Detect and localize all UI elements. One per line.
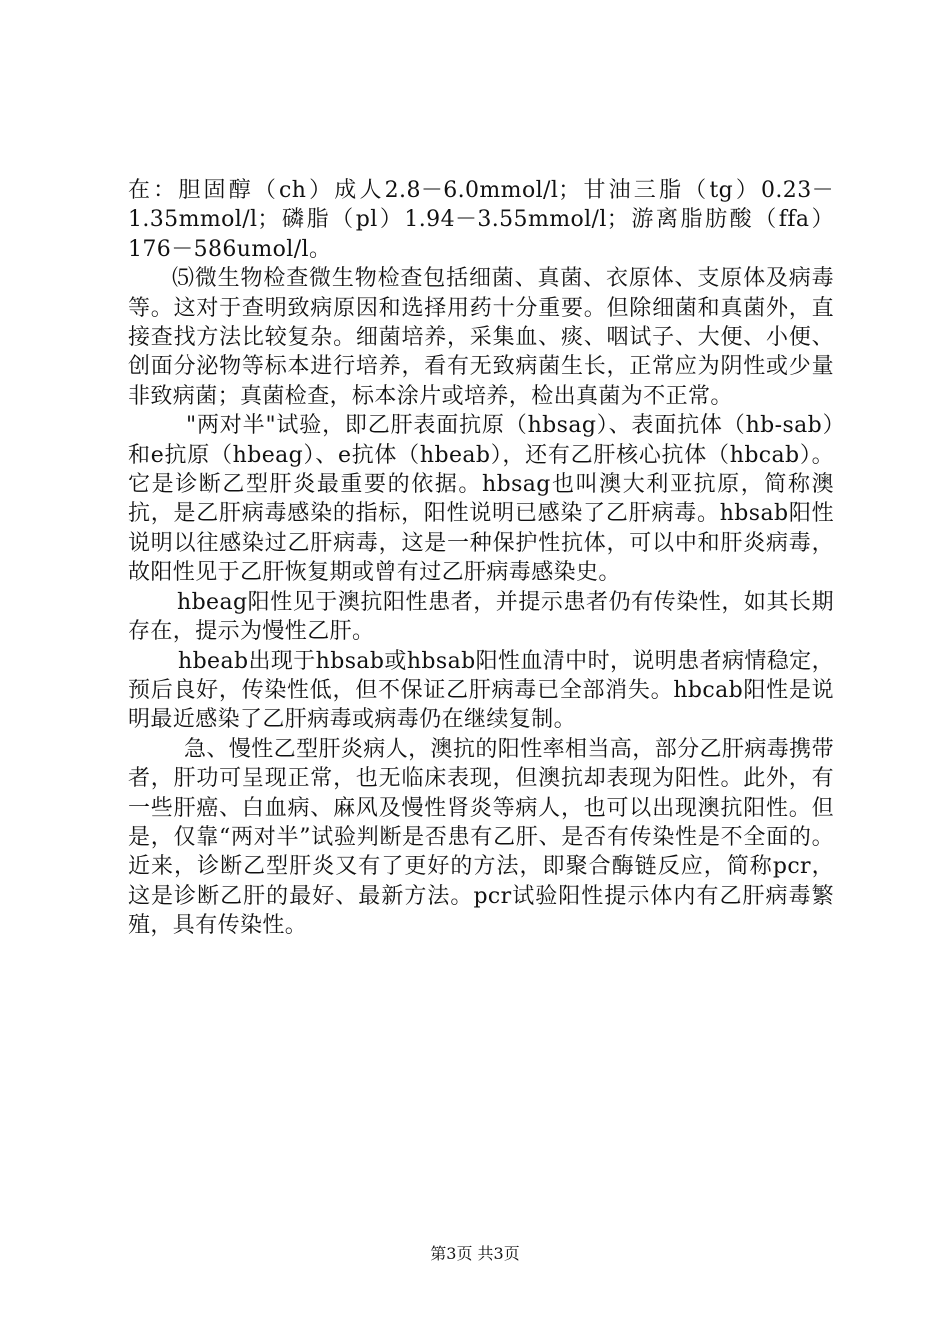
paragraph-hepatitis-b-markers: "两对半"试验，即乙肝表面抗原（hbsag）、表面抗体（hb-sab）和e抗原（hbeag）、e抗体（hbeab），还有乙肝核心抗体（hbcab）。它是诊断乙型肝炎最重要的依据。hbsag也叫澳大利亚抗原，简称澳抗，是乙肝病毒感染的指标，阳性说明已感染了乙肝病毒。hbsab阳性说明以往感染过乙肝病毒，这是一种保护性抗体，可以中和肝炎病毒，故阳性见于乙肝恢复期或曾有过乙肝病毒感染史。 (128, 413, 834, 586)
paragraph-hbeag: hbeag阳性见于澳抗阳性患者，并提示患者仍有传染性，如其长期存在，提示为慢性乙肝。 (128, 589, 834, 645)
document-body (128, 176, 834, 941)
page-footer: 第3页 共3页 (430, 1244, 520, 1263)
paragraph-lipid-ranges: 在：胆固醇（ch）成人2.8－6.0mmol/l；甘油三脂（tg）0.23－1.35mmol/l；磷脂（pl）1.94－3.55mmol/l；游离脂肪酸（ffa）176－586umol/l。 (128, 178, 834, 262)
paragraph-pcr: 急、慢性乙型肝炎病人，澳抗的阳性率相当高，部分乙肝病毒携带者，肝功可呈现正常，也无临床表现，但澳抗却表现为阳性。此外，有一些肝癌、白血病、麻风及慢性肾炎等病人，也可以出现澳抗阳性。但是，仅靠“两对半”试验判断是否患有乙肝、是否有传染性是不全面的。近来，诊断乙型肝炎又有了更好的方法，即聚合酶链反应，简称pcr，这是诊断乙肝的最好、最新方法。pcr试验阳性提示体内有乙肝病毒繁殖，具有传染性。 (128, 736, 834, 939)
paragraph-microbiology: ⑸微生物检查微生物检查包括细菌、真菌、衣原体、支原体及病毒等。这对于查明致病原因和选择用药十分重要。但除细菌和真菌外，直接查找方法比较复杂。细菌培养，采集血、痰、咽试子、大便、小便、创面分泌物等标本进行培养，看有无致病菌生长，正常应为阴性或少量非致病菌；真菌检查，标本涂片或培养，检出真菌为不正常。 (128, 266, 834, 409)
paragraph-hbeab: hbeab出现于hbsab或hbsab阳性血清中时，说明患者病情稳定，预后良好，传染性低，但不保证乙肝病毒已全部消失。hbcab阳性是说明最近感染了乙肝病毒或病毒仍在继续复制。 (128, 648, 834, 733)
